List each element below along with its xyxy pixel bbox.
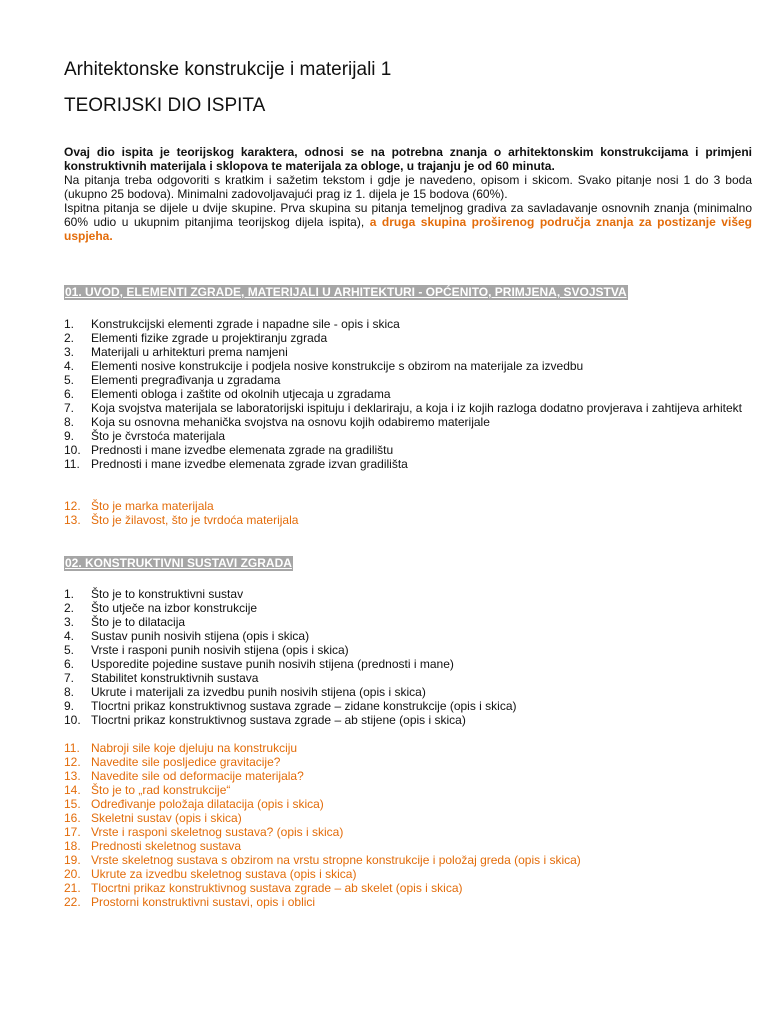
section1-extended-list [64,499,752,527]
list-item [64,359,752,373]
list-item-text: Usporedite pojedine sustave punih nosivih stijena (prednosti i mane) [91,657,454,671]
list-item-number: 17. [64,825,81,839]
list-item [64,699,752,713]
list-item [64,499,752,513]
list-item-number: 9. [64,699,75,713]
list-item [64,825,752,839]
list-item-number: 6. [64,657,75,671]
list-item [64,755,752,769]
list-item-number: 12. [64,755,81,769]
list-item-text: Elementi pregrađivanja u zgradama [91,373,281,387]
list-item [64,513,752,527]
list-item [64,741,752,755]
list-item-number: 1. [64,317,75,331]
list-item [64,317,752,331]
list-item [64,401,752,415]
list-item-number: 9. [64,429,75,443]
list-item [64,443,752,457]
list-item-number: 21. [64,881,81,895]
list-item-number: 6. [64,387,75,401]
list-item-number: 5. [64,373,75,387]
list-item [64,587,752,601]
list-item-number: 19. [64,853,81,867]
list-item-text: Što je to „rad konstrukcije“ [91,783,231,797]
list-item-number: 2. [64,601,75,615]
list-item-number: 5. [64,643,75,657]
list-item-text: Ukrute za izvedbu skeletnog sustava (opis i skica) [91,867,357,881]
list-item-text: Tlocrtni prikaz konstruktivnog sustava zgrade – ab stijene (opis i skica) [91,713,466,727]
list-item-text: Navedite sile od deformacije materijala? [91,769,304,783]
list-item [64,713,752,727]
list-item [64,895,752,909]
list-item-number: 4. [64,629,75,643]
list-item-text: Materijali u arhitekturi prema namjeni [91,345,288,359]
list-item-text: Navedite sile posljedice gravitacije? [91,755,281,769]
section1-basic-list [64,317,752,471]
list-item [64,331,752,345]
list-item-text: Vrste i rasponi skeletnog sustava? (opis i skica) [91,825,344,839]
section-heading-01: 01. UVOD, ELEMENTI ZGRADE, MATERIJALI U ARHITEKTURI - OPĆENITO, PRIMJENA, SVOJSTVA [65,285,627,299]
list-item-text: Konstrukcijski elementi zgrade i napadne sile - opis i skica [91,317,400,331]
list-item-number: 12. [64,499,81,513]
list-item-text: Prednosti i mane izvedbe elemenata zgrade izvan gradilišta [91,457,408,471]
list-item [64,839,752,853]
list-item [64,685,752,699]
list-item-text: Stabilitet konstruktivnih sustava [91,671,259,685]
list-item [64,629,752,643]
list-item-text: Nabroji sile koje djeluju na konstrukciju [91,741,298,755]
list-item [64,671,752,685]
list-item [64,881,752,895]
list-item [64,853,752,867]
list-item-text: Sustav punih nosivih stijena (opis i skica) [91,629,310,643]
list-item-text: Elementi obloga i zaštite od okolnih utjecaja u zgradama [91,387,391,401]
list-item-text: Što je to konstruktivni sustav [91,587,244,601]
list-item-text: Koja su osnovna mehanička svojstva na osnovu kojih odabiremo materijale [91,415,490,429]
list-item-number: 18. [64,839,81,853]
list-item-number: 1. [64,587,75,601]
list-item [64,867,752,881]
list-item-number: 4. [64,359,75,373]
list-item-number: 8. [64,685,75,699]
list-item-number: 20. [64,867,81,881]
list-item-number: 16. [64,811,81,825]
list-item-text: Vrste skeletnog sustava s obzirom na vrstu stropne konstrukcije i položaj greda (opis i skica) [91,853,581,867]
list-item-number: 10. [64,443,81,457]
list-item-text: Što je čvrstoća materijala [91,429,226,443]
list-item-text: Što je to dilatacija [91,615,186,629]
list-item-text: Što utječe na izbor konstrukcije [91,601,258,615]
intro-paragraph-groups [64,201,752,243]
list-item-text: Vrste i rasponi punih nosivih stijena (opis i skica) [91,643,349,657]
list-item [64,429,752,443]
list-item-text: Elementi fizike zgrade u projektiranju zgrada [91,331,328,345]
list-item-number: 7. [64,671,75,685]
list-item-text: Prednosti i mane izvedbe elemenata zgrade na gradilištu [91,443,394,457]
list-item-text: Prostorni konstruktivni sustavi, opis i oblici [91,895,316,909]
list-item-number: 14. [64,783,81,797]
intro-bold-paragraph: Ovaj dio ispita je teorijskog karaktera, odnosi se na potrebna znanja o arhitektonskim konstrukcijama i primjeni konstruktivnih materijala i sklopova te materijala za obloge, u trajanju je od 60 minuta. [64,145,752,173]
list-item-number: 7. [64,401,75,415]
intro-paragraph-scoring: Na pitanja treba odgovoriti s kratkim i sažetim tekstom i gdje je navedeno, opisom i skicom. Svako pitanje nosi 1 do 3 boda (ukupno 25 bodova). Minimalni zadovoljavajući prag iz 1. dijela je 15 bodova (60%). [64,173,752,201]
list-item-number: 3. [64,345,75,359]
document-title: Arhitektonske konstrukcije i materijali 1 [64,59,392,80]
list-item-number: 10. [64,713,81,727]
list-item-number: 22. [64,895,81,909]
list-item-number: 2. [64,331,75,345]
list-item [64,769,752,783]
list-item-text: Određivanje položaja dilatacija (opis i skica) [91,797,324,811]
list-item [64,657,752,671]
list-item-number: 8. [64,415,75,429]
list-item-text: Koja svojstva materijala se laboratorijski ispituju i deklariraju, a koja i iz kojih razloga dodatno provjerava i zahtijeva arhitekt [91,401,742,415]
list-item [64,811,752,825]
list-item [64,387,752,401]
list-item-number: 15. [64,797,81,811]
list-item-number: 13. [64,769,81,783]
list-item-text: Ukrute i materijali za izvedbu punih nosivih stijena (opis i skica) [91,685,426,699]
list-item-number: 13. [64,513,81,527]
list-item [64,415,752,429]
intro-groups-highlight: a druga skupina proširenog područja znanja za postizanje višeg uspjeha. [64,215,752,243]
list-item-number: 11. [64,457,80,471]
list-item-text: Što je žilavost, što je tvrdoća materijala [91,513,299,527]
intro-text [64,145,752,243]
list-item [64,345,752,359]
list-item [64,457,752,471]
list-item [64,601,752,615]
section-heading-02: 02. KONSTRUKTIVNI SUSTAVI ZGRADA [65,556,292,570]
list-item-text: Tlocrtni prikaz konstruktivnog sustava zgrade – zidane konstrukcije (opis i skica) [91,699,517,713]
list-item [64,797,752,811]
section2-basic-list [64,587,752,727]
section2-extended-list [64,741,752,909]
list-item-text: Prednosti skeletnog sustava [91,839,242,853]
list-item [64,783,752,797]
list-item-text: Skeletni sustav (opis i skica) [91,811,242,825]
intro-groups-text: Ispitna pitanja se dijele u dvije skupine. Prva skupina su pitanja temeljnog gradiva za savladavanje osnovnih znanja (minimalno 60% udio u ukupnim pitanjima teorijskog dijela ispita), [64,201,752,229]
list-item [64,615,752,629]
list-item [64,643,752,657]
list-item-number: 11. [64,741,80,755]
list-item-text: Što je marka materijala [91,499,214,513]
list-item-text: Elementi nosive konstrukcije i podjela nosive konstrukcije s obzirom na materijale za izvedbu [91,359,584,373]
list-item-text: Tlocrtni prikaz konstruktivnog sustava zgrade – ab skelet (opis i skica) [91,881,463,895]
list-item [64,373,752,387]
list-item-number: 3. [64,615,75,629]
document-subtitle: TEORIJSKI DIO ISPITA [64,95,266,116]
